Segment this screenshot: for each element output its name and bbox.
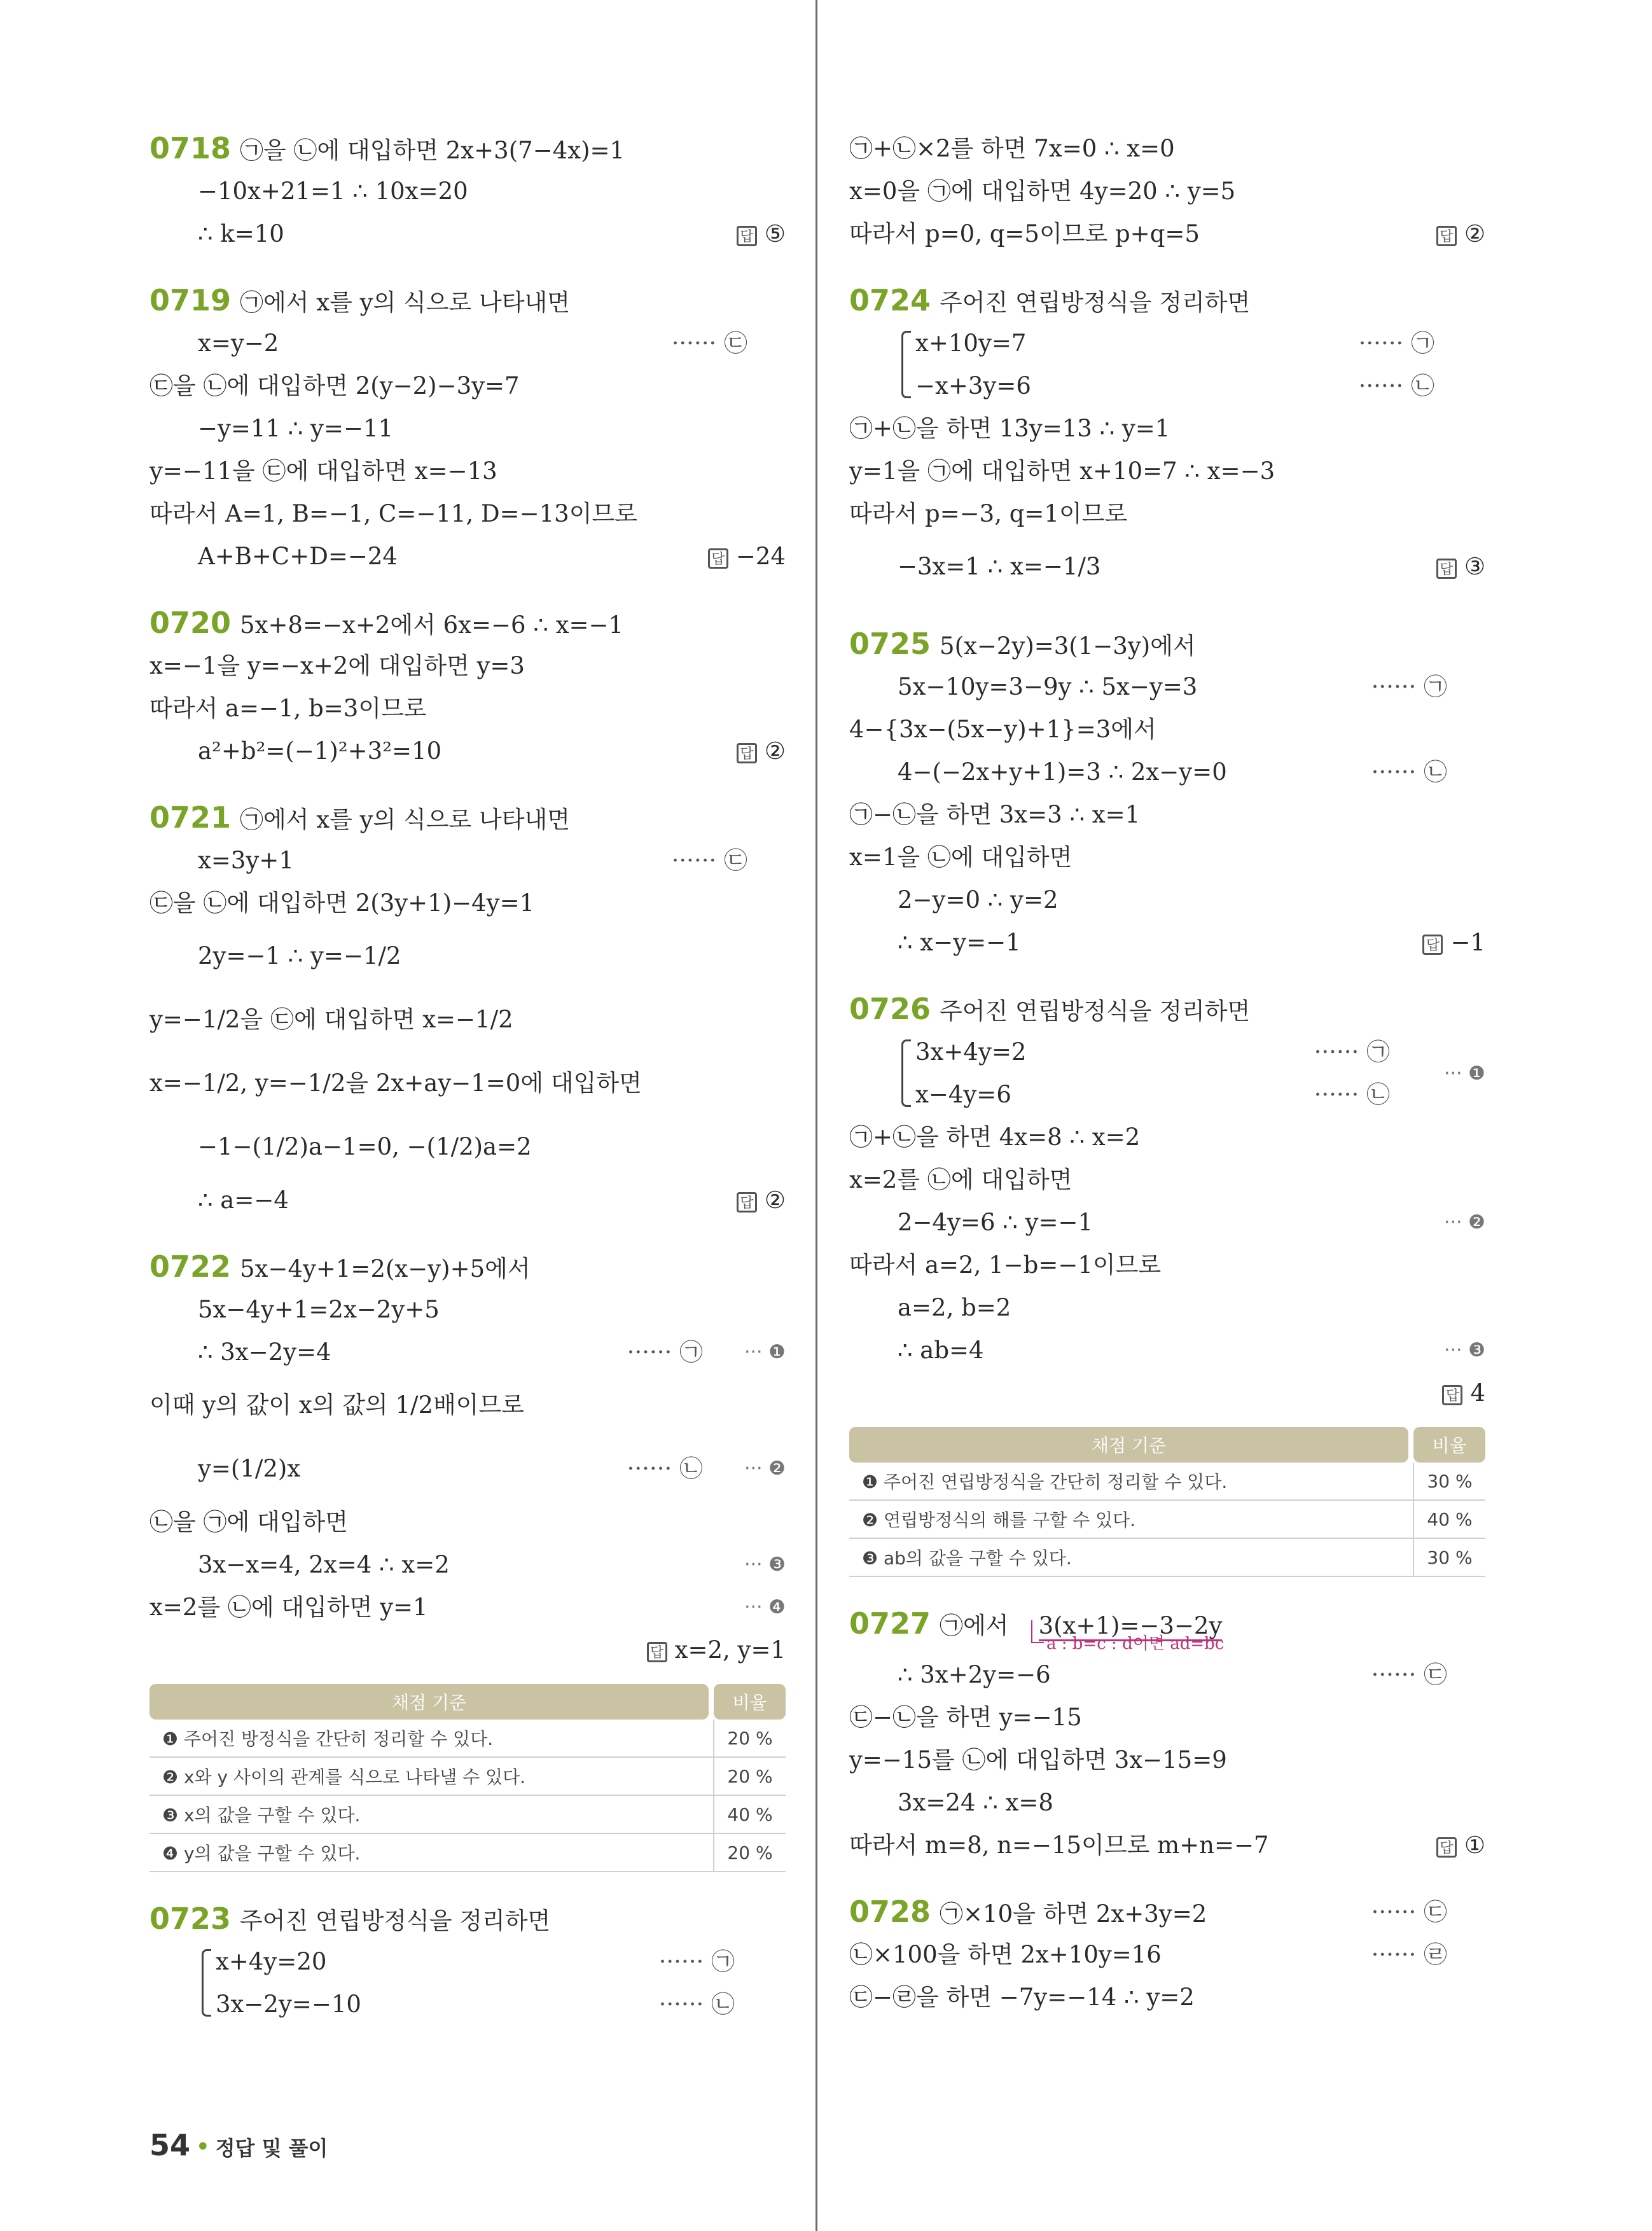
answer: 답 ③ xyxy=(1436,535,1485,599)
answer: 답 ② xyxy=(737,730,786,772)
problem-0723-continued: ㉠+㉡×2를 하면 7x=0 ∴ x=0 x=0을 ㉠에 대입하면 4y=20 ∴ y=5 따라서 p=0, q=5이므로 p+q=5 답 ② xyxy=(849,127,1485,255)
answer: 답 ① xyxy=(1436,1824,1485,1866)
answer-icon: 답 xyxy=(1422,935,1443,955)
answer: 답 ② xyxy=(1436,212,1485,255)
underlined-equation: 3(x+1)=−3−2y xyxy=(1039,1612,1223,1641)
table-row: ❶ 주어진 방정식을 간단히 정리할 수 있다. 20 % xyxy=(149,1720,786,1757)
problem-number: 0718 xyxy=(149,131,232,165)
answer-icon: 답 xyxy=(1436,1837,1457,1858)
page-footer: 54 • 정답 및 풀이 xyxy=(149,2128,328,2162)
equation-system: x+4y=20 ······ ㉠ 3x−2y=−10 ······ ㉡ xyxy=(149,1940,786,2026)
problem-0724: 0724 주어진 연립방정식을 정리하면 x+10y=7 ······ ㉠ −x+3y=6 ······ ㉡ ㉠+㉡을 하면 13y=13 ∴ y=1 y=1을 ㉠에 대입하면 x+10=7 ∴ x=−3 따라서 p=−3, q=1이므로 −3x=1 ∴ x=−1/3 답 ③ xyxy=(849,279,1485,599)
answer: 답 x=2, y=1 xyxy=(647,1629,786,1671)
answer-icon: 답 xyxy=(708,548,728,569)
table-row: ❸ x의 값을 구할 수 있다. 40 % xyxy=(149,1795,786,1833)
problem-0726: 0726 주어진 연립방정식을 정리하면 3x+4y=2 ······ ㉠ ··· ❶ x−4y=6 ······ ㉡ ㉠+㉡을 하면 4x=8 ∴ x=2 x=2를 ㉡에 대입하면 2−4y=6 ∴ y=−1 ··· ❷ 따라서 a=2, 1−b=−1이므로 a=2, b=2 ∴ ab=4 ··· ❸ 답 4 채점 기준 비율 ❶ 주어진 연립방정식을 간단히 정리할 수 있다. 30 % ❷ 연립방정식의 해를 구할 수 있다. 40 % ❸ ab의 값을 구할 수 있다. 30 % xyxy=(849,988,1485,1577)
equation-system: 3x+4y=2 ······ ㉠ ··· ❶ x−4y=6 ······ ㉡ xyxy=(849,1031,1485,1116)
answer: 답 −24 xyxy=(708,535,786,578)
problem-0718: 0718 ㉠을 ㉡에 대입하면 2x+3(7−4x)=1 −10x+21=1 ∴ 10x=20 ∴ k=10 답 ⑤ xyxy=(149,127,786,255)
footer-label: 정답 및 풀이 xyxy=(215,2136,328,2160)
problem-0722: 0722 5x−4y+1=2(x−y)+5에서 5x−4y+1=2x−2y+5 ∴ 3x−2y=4 ······ ㉠ ··· ❶ 이때 y의 값이 x의 값의 1/2배이므로 y=(1/2)x ······ ㉡ ··· ❷ ㉡을 ㉠에 대입하면 3x−x=4, 2x=4 ∴ x=2 ··· ❸ x=2를 ㉡에 대입하면 y=1 ··· ❹ 답 x=2, y=1 채점 기준 비율 ❶ 주어진 방정식을 간단히 정리할 수 있다. 20 % ❷ x와 y 사이의 관계를 식으로 나타낼 수 있다. 20 % ❸ x의 값을 구할 수 있다. 40 % ❹ y의 값을 구할 수 있다. 20 % xyxy=(149,1246,786,1872)
table-row: ❷ x와 y 사이의 관계를 식으로 나타낼 수 있다. 20 % xyxy=(149,1757,786,1795)
table-row: ❸ ab의 값을 구할 수 있다. 30 % xyxy=(849,1538,1485,1576)
answer-icon: 답 xyxy=(647,1642,667,1662)
table-row: ❹ y의 값을 구할 수 있다. 20 % xyxy=(149,1833,786,1872)
annotation: a : b=c : d이면 ad=bc xyxy=(1046,1634,1225,1653)
answer: 답 ⑤ xyxy=(737,212,786,255)
table-row: ❷ 연립방정식의 해를 구할 수 있다. 40 % xyxy=(849,1500,1485,1538)
answer-icon: 답 xyxy=(737,1192,757,1213)
table-row: ❶ 주어진 연립방정식을 간단히 정리할 수 있다. 30 % xyxy=(849,1463,1485,1500)
page-number: 54 xyxy=(149,2128,191,2162)
problem-0725: 0725 5(x−2y)=3(1−3y)에서 5x−10y=3−9y ∴ 5x−y=3 ······ ㉠ 4−{3x−(5x−y)+1}=3에서 4−(−2x+y+1)=3 ∴ 2x−y=0 ······ ㉡ ㉠−㉡을 하면 3x=3 ∴ x=1 x=1을 ㉡에 대입하면 2−y=0 ∴ y=2 ∴ x−y=−1 답 −1 xyxy=(849,623,1485,964)
column-divider xyxy=(816,0,817,2231)
scoring-table: 채점 기준 비율 ❶ 주어진 연립방정식을 간단히 정리할 수 있다. 30 % ❷ 연립방정식의 해를 구할 수 있다. 40 % ❸ ab의 값을 구할 수 있다. 30 % xyxy=(849,1427,1485,1577)
answer-icon: 답 xyxy=(1442,1385,1462,1405)
answer: 답 −1 xyxy=(1422,921,1485,964)
answer: 답 4 xyxy=(1442,1372,1485,1414)
left-column xyxy=(149,127,786,2050)
answer-icon: 답 xyxy=(737,743,757,763)
problem-0719: 0719 ㉠에서 x를 y의 식으로 나타내면 x=y−2 ······ ㉢ ㉢을 ㉡에 대입하면 2(y−2)−3y=7 −y=11 ∴ y=−11 y=−11을 ㉢에 대입하면 x=−13 따라서 A=1, B=−1, C=−11, D=−13이므로 A+B+C+D=−24 답 −24 xyxy=(149,279,786,578)
scoring-table: 채점 기준 비율 ❶ 주어진 방정식을 간단히 정리할 수 있다. 20 % ❷ x와 y 사이의 관계를 식으로 나타낼 수 있다. 20 % ❸ x의 값을 구할 수 있다. 40 % ❹ y의 값을 구할 수 있다. 20 % xyxy=(149,1684,786,1872)
answer-icon: 답 xyxy=(737,226,757,246)
problem-0720: 0720 5x+8=−x+2에서 6x=−6 ∴ x=−1 x=−1을 y=−x+2에 대입하면 y=3 따라서 a=−1, b=3이므로 a²+b²=(−1)²+3²=10 답 ② xyxy=(149,602,786,772)
answer: 답 ② xyxy=(737,1179,786,1221)
right-column xyxy=(849,127,1485,2043)
problem-0721: 0721 ㉠에서 x를 y의 식으로 나타내면 x=3y+1 ······ ㉢ ㉢을 ㉡에 대입하면 2(3y+1)−4y=1 2y=−1 ∴ y=−1/2 y=−1/2을 ㉢에 대입하면 x=−1/2 x=−1/2, y=−1/2을 2x+ay−1=0에 대입하면 −1−(1/2)a−1=0, −(1/2)a=2 ∴ a=−4 답 ② xyxy=(149,796,786,1221)
answer-icon: 답 xyxy=(1436,226,1457,246)
problem-0728: 0728 ㉠×10을 하면 2x+3y=2 ······ ㉢ ㉡×100을 하면 2x+10y=16 ······ ㉣ ㉢−㉣을 하면 −7y=−14 ∴ y=2 xyxy=(849,1894,1447,2011)
problem-0727: 0727 ㉠에서 3(x+1)=−3−2y a : b=c : d이면 ad=bc ∴ 3x+2y=−6 ······ ㉢ ㉢−㉡을 하면 y=−15 y=−15를 ㉡에 대입하면 3x−15=9 3x=24 ∴ x=8 따라서 m=8, n=−15이므로 m+n=−7 답 ① xyxy=(849,1602,1485,1866)
equation-system: x+10y=7 ······ ㉠ −x+3y=6 ······ ㉡ xyxy=(849,322,1485,407)
problem-0723: 0723 주어진 연립방정식을 정리하면 x+4y=20 ······ ㉠ 3x−2y=−10 ······ ㉡ xyxy=(149,1898,786,2026)
answer-icon: 답 xyxy=(1436,559,1457,579)
